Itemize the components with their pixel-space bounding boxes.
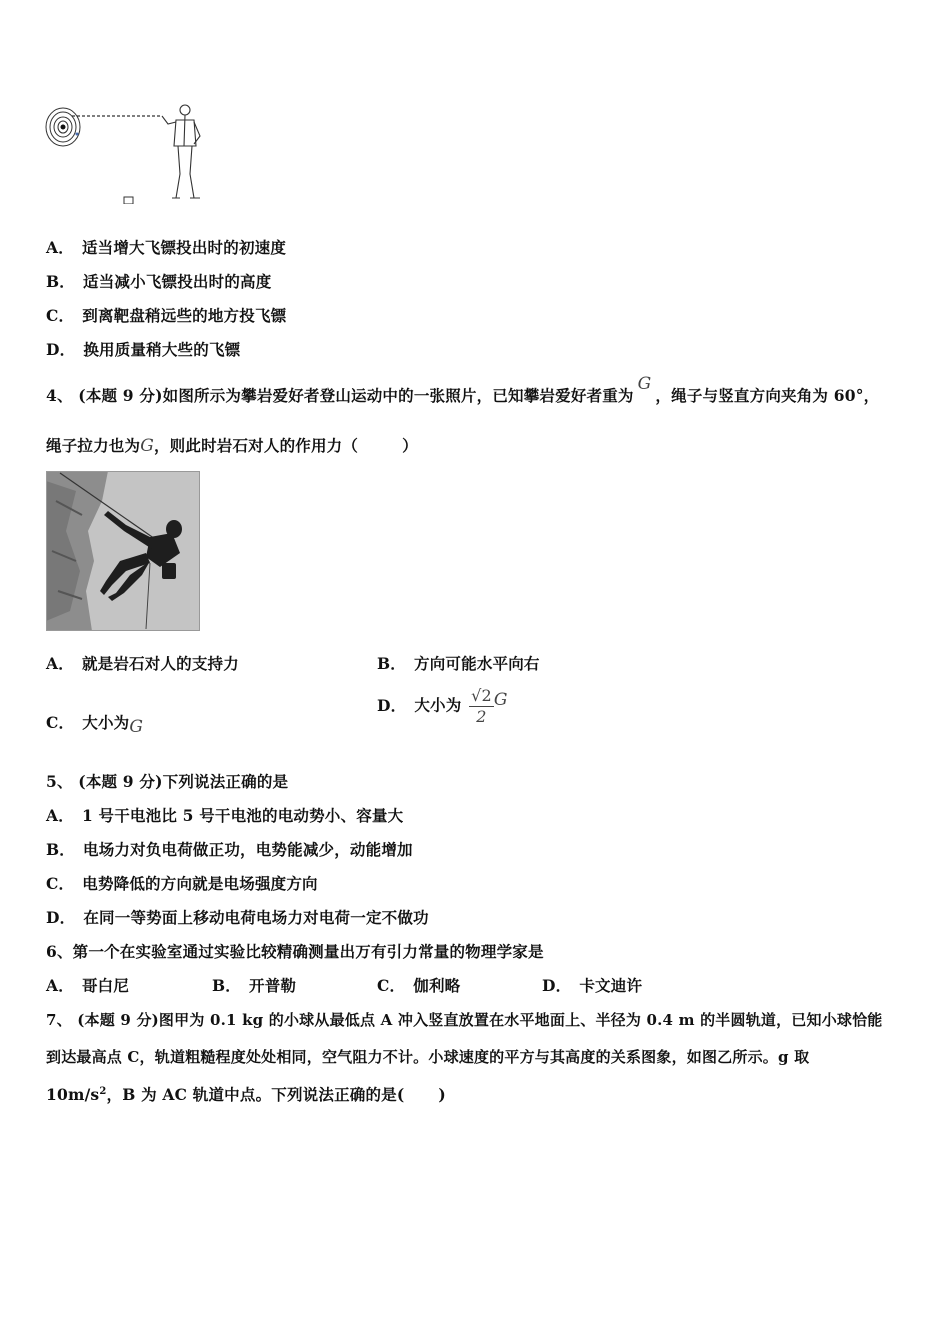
q6-option-b: B． 开普勒	[212, 976, 297, 995]
q3-option-b: B． 适当减小飞镖投出时的高度	[46, 272, 272, 291]
q4-stem-line1: 4、 (本题 9 分)如图所示为攀岩爱好者登山运动中的一张照片，已知攀岩爱好者重为G，绳子与竖直方向夹角为 60°，	[46, 374, 880, 405]
q5-option-b: B． 电场力对负电荷做正功，电势能减少，动能增加	[46, 840, 413, 859]
q5-option-c: C． 电势降低的方向就是电场强度方向	[46, 874, 318, 893]
q7-stem-line3: $10m/s^2$，B 为 AC 轨道中点。下列说法正确的是( )	[46, 1085, 446, 1104]
q5-stem: 5、 (本题 9 分)下列说法正确的是	[46, 772, 289, 791]
q3-option-c: C． 到离靶盘稍远些的地方投飞镖	[46, 306, 287, 325]
q6-option-d: D． 卡文迪许	[542, 976, 643, 995]
q4-stem-line2: 绳子拉力也为G，则此时岩石对人的作用力（ ）	[46, 436, 418, 456]
q3-option-d: D． 换用质量稍大些的飞镖	[46, 340, 241, 359]
q4-option-b: B． 方向可能水平向右	[377, 654, 540, 673]
q4-option-d: D． 大小为 $\frac{√2}{2}$ G	[377, 686, 508, 726]
rock-climber-photo	[46, 471, 200, 631]
dart-thrower-figure	[44, 100, 214, 204]
q6-stem: 6、第一个在实验室通过实验比较精确测量出万有引力常量的物理学家是	[46, 942, 544, 961]
q7-stem-line1: 7、 (本题 9 分)图甲为 0.1 kg 的小球从最低点 A 冲入竖直放置在水平地面上、半径为 0.4 m 的半圆轨道，已知小球恰能	[46, 1011, 883, 1029]
q4-option-a: A． 就是岩石对人的支持力	[46, 654, 239, 673]
sqrt2-over-2-fraction: $\frac{√2}{2}$	[471, 686, 492, 726]
q6-option-a: A． 哥白尼	[46, 976, 130, 995]
q5-option-d: D． 在同一等势面上移动电荷电场力对电荷一定不做功	[46, 908, 429, 927]
q4-option-c: C． 大小为G	[46, 713, 144, 737]
q7-stem-line2: 到达最高点 C，轨道粗糙程度处处相同，空气阻力不计。小球速度的平方与其高度的关系图象，如图乙所示。g 取	[46, 1048, 810, 1066]
q5-option-a: A． 1 号干电池比 5 号干电池的电动势小、容量大	[46, 806, 404, 825]
q3-option-a: A． 适当增大飞镖投出时的初速度	[46, 238, 287, 257]
q6-option-c: C． 伽利略	[377, 976, 461, 995]
